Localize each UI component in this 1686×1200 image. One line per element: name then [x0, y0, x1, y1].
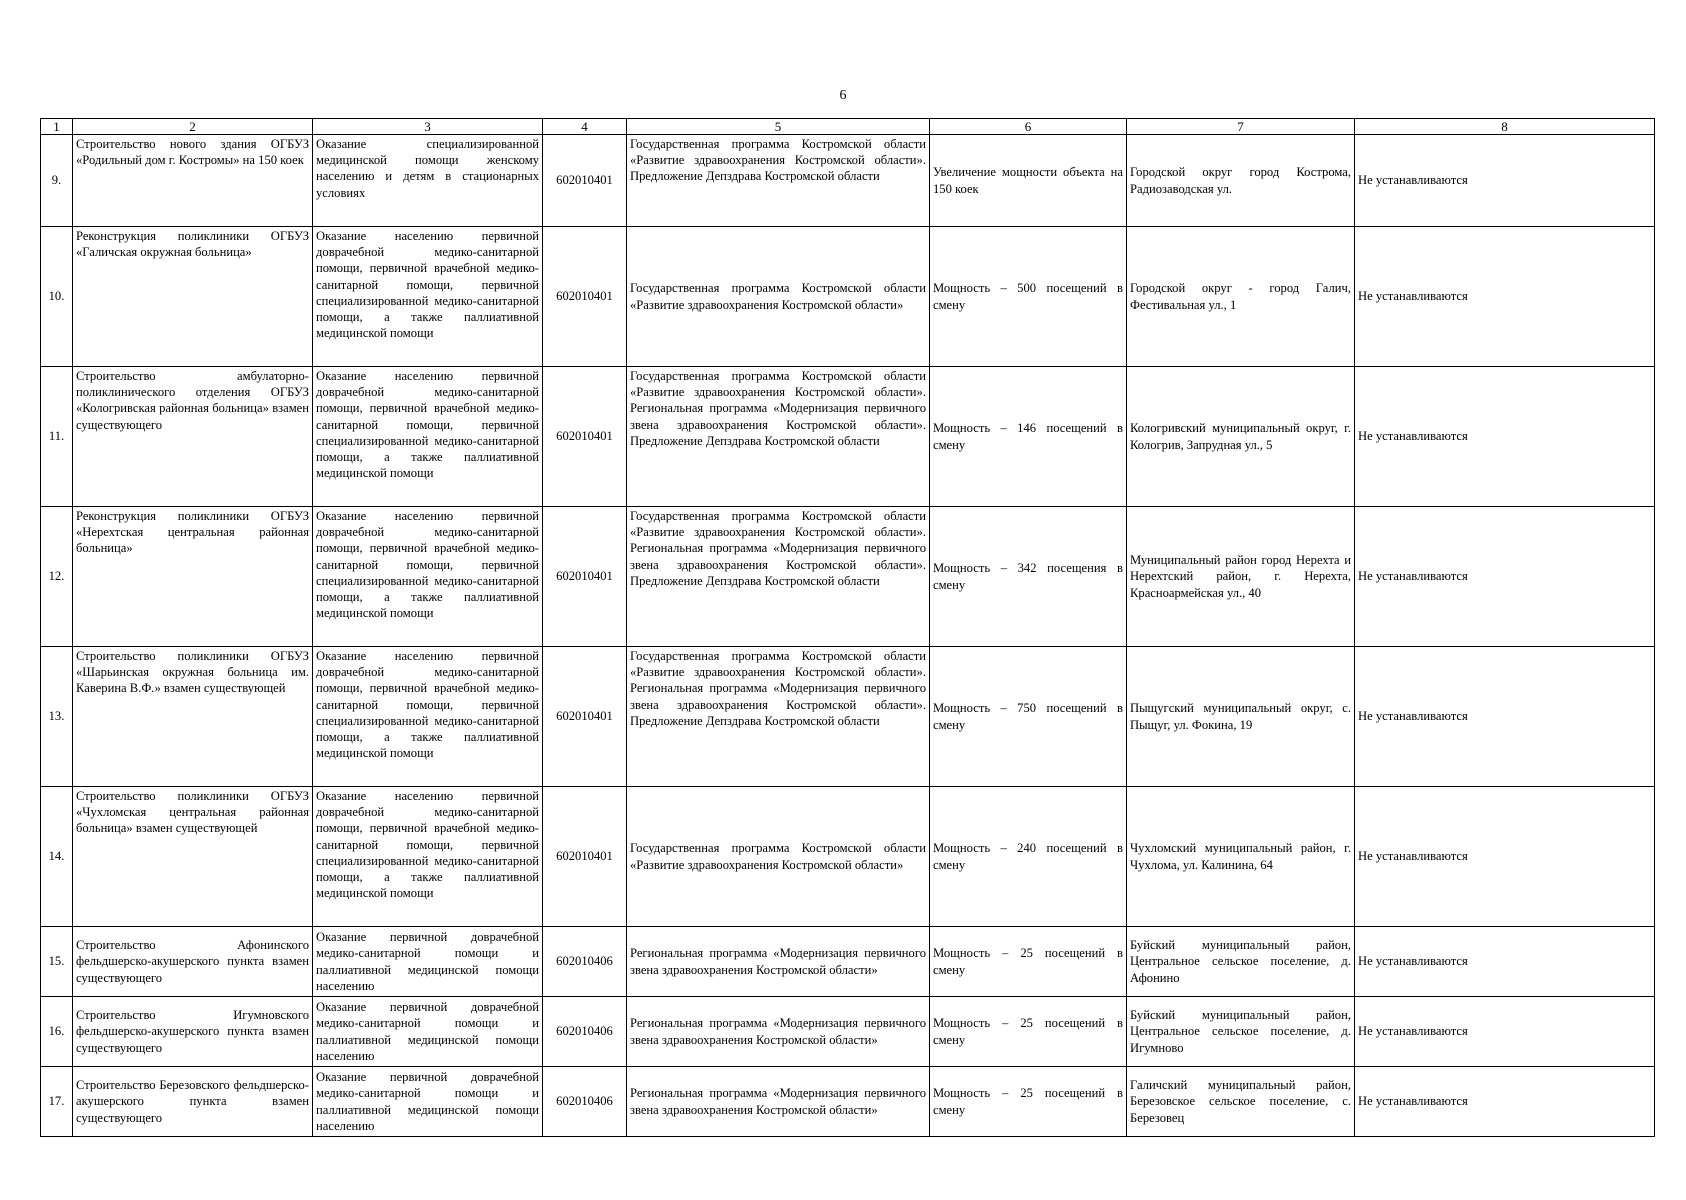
purpose-cell: Оказание населению первичной доврачебной медико-санитарной помощи, первичной врачебной медико-санитарной помощи, первичной специализированной медико-санитарной помощи, а также паллиативной медицинской помощи — [313, 367, 543, 507]
location-cell: Городской округ город Кострома, Радиозаводская ул. — [1127, 135, 1355, 227]
object-cell: Строительство нового здания ОГБУЗ «Родильный дом г. Костромы» на 150 коек — [73, 135, 313, 227]
capacity-cell: Мощность – 342 посещения в смену — [930, 507, 1127, 647]
header-cell: 5 — [627, 119, 930, 135]
object-cell: Строительство поликлиники ОГБУЗ «Чухломская центральная районная больница» взамен существующей — [73, 787, 313, 927]
zones-cell: Не устанавливаются — [1355, 787, 1655, 927]
table-row — [41, 507, 1655, 647]
table-row — [41, 367, 1655, 507]
zones-cell: Не устанавливаются — [1355, 647, 1655, 787]
page-number: 6 — [839, 88, 847, 103]
purpose-cell: Оказание специализированной медицинской помощи женскому населению и детям в стационарных условиях — [313, 135, 543, 227]
header-cell: 4 — [543, 119, 627, 135]
zones-cell: Не устанавливаются — [1355, 997, 1655, 1067]
header-cell: 3 — [313, 119, 543, 135]
row-number: 17. — [41, 1067, 73, 1137]
code-cell: 602010401 — [543, 135, 627, 227]
row-number: 12. — [41, 507, 73, 647]
basis-cell: Государственная программа Костромской области «Развитие здравоохранения Костромской области» — [627, 227, 930, 367]
table-row — [41, 227, 1655, 367]
table-row — [41, 1067, 1655, 1137]
purpose-cell: Оказание населению первичной доврачебной медико-санитарной помощи, первичной врачебной медико-санитарной помощи, первичной специализированной медико-санитарной помощи, а также паллиативной медицинской помощи — [313, 647, 543, 787]
code-cell: 602010406 — [543, 927, 627, 997]
object-cell: Реконструкция поликлиники ОГБУЗ «Галичская окружная больница» — [73, 227, 313, 367]
zones-cell: Не устанавливаются — [1355, 227, 1655, 367]
table-row — [41, 647, 1655, 787]
zones-cell: Не устанавливаются — [1355, 1067, 1655, 1137]
capacity-cell: Мощность – 25 посещений в смену — [930, 927, 1127, 997]
capacity-cell: Мощность – 500 посещений в смену — [930, 227, 1127, 367]
header-cell: 2 — [73, 119, 313, 135]
zones-cell: Не устанавливаются — [1355, 367, 1655, 507]
header-cell: 6 — [930, 119, 1127, 135]
object-cell: Строительство Афонинского фельдшерско-акушерского пункта взамен существующего — [73, 927, 313, 997]
header-cell: 7 — [1127, 119, 1355, 135]
row-number: 14. — [41, 787, 73, 927]
table-row — [41, 997, 1655, 1067]
purpose-cell: Оказание населению первичной доврачебной медико-санитарной помощи, первичной врачебной медико-санитарной помощи, первичной специализированной медико-санитарной помощи, а также паллиативной медицинской помощи — [313, 787, 543, 927]
object-cell: Строительство амбулаторно-поликлинического отделения ОГБУЗ «Кологривская районная больница» взамен существующего — [73, 367, 313, 507]
basis-cell: Государственная программа Костромской области «Развитие здравоохранения Костромской области». Региональная программа «Модернизация первичного звена здравоохранения Костромской области». Предложение Депздрава Костромской области — [627, 507, 930, 647]
capacity-cell: Мощность – 146 посещений в смену — [930, 367, 1127, 507]
purpose-cell: Оказание первичной доврачебной медико-санитарной помощи и паллиативной медицинской помощи населению — [313, 1067, 543, 1137]
basis-cell: Государственная программа Костромской области «Развитие здравоохранения Костромской области». Региональная программа «Модернизация первичного звена здравоохранения Костромской области». Предложение Депздрава Костромской области — [627, 647, 930, 787]
capacity-cell: Мощность – 25 посещений в смену — [930, 1067, 1127, 1137]
basis-cell: Региональная программа «Модернизация первичного звена здравоохранения Костромской области» — [627, 997, 930, 1067]
basis-cell: Региональная программа «Модернизация первичного звена здравоохранения Костромской области» — [627, 927, 930, 997]
basis-cell: Государственная программа Костромской области «Развитие здравоохранения Костромской области» — [627, 787, 930, 927]
location-cell: Муниципальный район город Нерехта и Нерехтский район, г. Нерехта, Красноармейская ул., 40 — [1127, 507, 1355, 647]
code-cell: 602010401 — [543, 647, 627, 787]
purpose-cell: Оказание населению первичной доврачебной медико-санитарной помощи, первичной врачебной медико-санитарной помощи, первичной специализированной медико-санитарной помощи, а также паллиативной медицинской помощи — [313, 507, 543, 647]
zones-cell: Не устанавливаются — [1355, 135, 1655, 227]
document-table — [40, 118, 1655, 1137]
location-cell: Галичский муниципальный район, Березовское сельское поселение, с. Березовец — [1127, 1067, 1355, 1137]
object-cell: Строительство Березовского фельдшерско-акушерского пункта взамен существующего — [73, 1067, 313, 1137]
header-cell: 1 — [41, 119, 73, 135]
capacity-cell: Увеличение мощности объекта на 150 коек — [930, 135, 1127, 227]
basis-cell: Государственная программа Костромской области «Развитие здравоохранения Костромской области». Предложение Депздрава Костромской области — [627, 135, 930, 227]
location-cell: Чухломский муниципальный район, г. Чухлома, ул. Калинина, 64 — [1127, 787, 1355, 927]
object-cell: Реконструкция поликлиники ОГБУЗ «Нерехтская центральная районная больница» — [73, 507, 313, 647]
table-row — [41, 135, 1655, 227]
location-cell: Буйский муниципальный район, Центральное сельское поселение, д. Игумново — [1127, 997, 1355, 1067]
code-cell: 602010406 — [543, 997, 627, 1067]
row-number: 16. — [41, 997, 73, 1067]
object-cell: Строительство поликлиники ОГБУЗ «Шарьинская окружная больница им. Каверина В.Ф.» взамен существующей — [73, 647, 313, 787]
location-cell: Кологривский муниципальный округ, г. Кологрив, Запрудная ул., 5 — [1127, 367, 1355, 507]
code-cell: 602010406 — [543, 1067, 627, 1137]
zones-cell: Не устанавливаются — [1355, 507, 1655, 647]
location-cell: Городской округ - город Галич, Фестивальная ул., 1 — [1127, 227, 1355, 367]
purpose-cell: Оказание первичной доврачебной медико-санитарной помощи и паллиативной медицинской помощи населению — [313, 927, 543, 997]
row-number: 9. — [41, 135, 73, 227]
code-cell: 602010401 — [543, 787, 627, 927]
basis-cell: Региональная программа «Модернизация первичного звена здравоохранения Костромской области» — [627, 1067, 930, 1137]
zones-cell: Не устанавливаются — [1355, 927, 1655, 997]
code-cell: 602010401 — [543, 507, 627, 647]
row-number: 15. — [41, 927, 73, 997]
row-number: 10. — [41, 227, 73, 367]
table-row — [41, 787, 1655, 927]
purpose-cell: Оказание первичной доврачебной медико-санитарной помощи и паллиативной медицинской помощи населению — [313, 997, 543, 1067]
location-cell: Пыщугский муниципальный округ, с. Пыщуг, ул. Фокина, 19 — [1127, 647, 1355, 787]
capacity-cell: Мощность – 25 посещений в смену — [930, 997, 1127, 1067]
row-number: 11. — [41, 367, 73, 507]
code-cell: 602010401 — [543, 227, 627, 367]
location-cell: Буйский муниципальный район, Центральное сельское поселение, д. Афонино — [1127, 927, 1355, 997]
table-row — [41, 927, 1655, 997]
code-cell: 602010401 — [543, 367, 627, 507]
capacity-cell: Мощность – 240 посещений в смену — [930, 787, 1127, 927]
capacity-cell: Мощность – 750 посещений в смену — [930, 647, 1127, 787]
object-cell: Строительство Игумновского фельдшерско-акушерского пункта взамен существующего — [73, 997, 313, 1067]
header-row — [41, 119, 1655, 135]
row-number: 13. — [41, 647, 73, 787]
purpose-cell: Оказание населению первичной доврачебной медико-санитарной помощи, первичной врачебной медико-санитарной помощи, первичной специализированной медико-санитарной помощи, а также паллиативной медицинской помощи — [313, 227, 543, 367]
basis-cell: Государственная программа Костромской области «Развитие здравоохранения Костромской области». Региональная программа «Модернизация первичного звена здравоохранения Костромской области». Предложение Депздрава Костромской области — [627, 367, 930, 507]
header-cell: 8 — [1355, 119, 1655, 135]
